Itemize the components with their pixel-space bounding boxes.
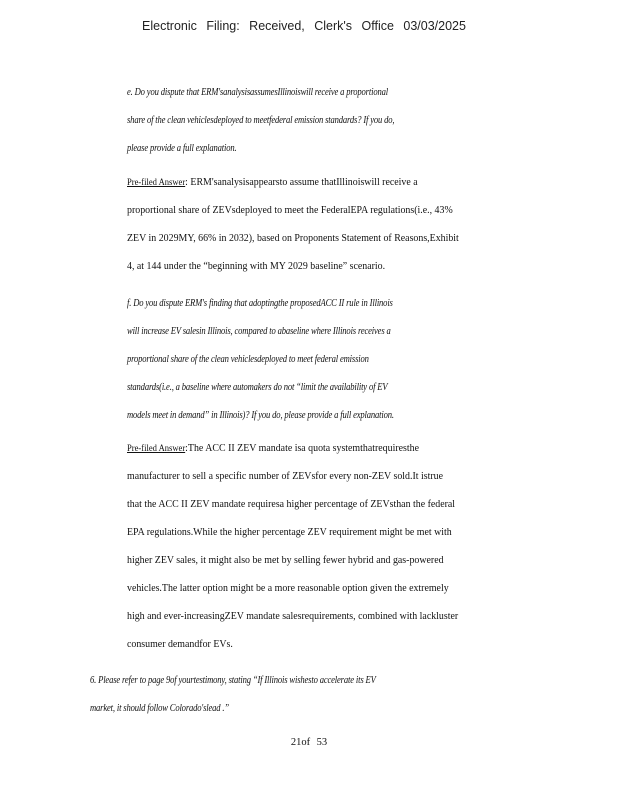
question-e-line-1: e. Do you dispute that ERM'sanalysisassumesIllinoiswill receive a proportional bbox=[127, 86, 388, 98]
answer-e-line-4: 4, at 144 under the “beginning with MY 2029 baseline” scenario. bbox=[127, 260, 386, 272]
answer-e bbox=[127, 176, 484, 288]
answer-f-line-6: vehicles.The latter option might be a more reasonable option given the extremely bbox=[127, 582, 449, 594]
filing-header: Electronic Filing: Received, Clerk's Office 03/03/2025 bbox=[142, 19, 466, 33]
answer-e-line-1: Pre-filed Answer: ERM'sanalysisappearsto assume thatIllinoiswill receive a bbox=[127, 176, 418, 188]
prefiled-answer-label: Pre-filed Answer bbox=[127, 178, 186, 188]
question-f-line-4: standards(i.e., a baseline where automakers do not “limit the availability of EV bbox=[127, 381, 388, 393]
prefiled-answer-label: Pre-filed Answer bbox=[127, 444, 186, 454]
question-e bbox=[127, 86, 437, 170]
answer-f-line-4: EPA regulations.While the higher percentage ZEV requirement might be met with bbox=[127, 526, 452, 538]
answer-f-line-3: that the ACC II ZEV mandate requiresa higher percentage of ZEVsthan the federal bbox=[127, 498, 456, 510]
answer-f-line-7: high and ever-increasingZEV mandate salesrequirements, combined with lackluster bbox=[127, 610, 459, 622]
answer-e-line-3: ZEV in 2029MY, 66% in 2032), based on Proponents Statement of Reasons,Exhibit bbox=[127, 232, 459, 244]
question-f-line-5: models meet in demand” in Illinois)? If you do, please provide a full explanation. bbox=[127, 409, 394, 421]
question-f-line-1: f. Do you dispute ERM's finding that adoptingthe proposedACC II rule in Illinois bbox=[127, 297, 393, 309]
answer-e-line-2: proportional share of ZEVsdeployed to meet the FederalEPA regulations(i.e., 43% bbox=[127, 204, 453, 216]
answer-f-line-5: higher ZEV sales, it might also be met by selling fewer hybrid and gas-powered bbox=[127, 554, 444, 566]
question-f-line-3: proportional share of the clean vehiclesdeployed to meet federal emission bbox=[127, 353, 369, 365]
question-e-line-2: share of the clean vehiclesdeployed to meetfederal emission standards? If you do, bbox=[127, 114, 395, 126]
question-e-line-3: please provide a full explanation. bbox=[127, 142, 237, 154]
answer-f-line-1: Pre-filed Answer:The ACC II ZEV mandate isa quota systemthatrequiresthe bbox=[127, 442, 419, 454]
answer-f-line-2: manufacturer to sell a specific number of ZEVsfor every non-ZEV sold.It istrue bbox=[127, 470, 443, 482]
question-6-line-1: 6. Please refer to page 9of yourtestimony, stating “If Illinois wishesto accelerate its EV bbox=[90, 674, 376, 686]
answer-f-line-8: consumer demandfor EVs. bbox=[127, 638, 233, 650]
question-f bbox=[127, 297, 437, 437]
question-6 bbox=[90, 674, 425, 730]
question-f-line-2: will increase EV salesin Illinois, compared to abaseline where Illinois receives a bbox=[127, 325, 391, 337]
question-6-line-2: market, it should follow Colorado'slead .” bbox=[90, 702, 230, 714]
page-number: 21of 53 bbox=[290, 737, 328, 748]
answer-f bbox=[127, 442, 484, 666]
